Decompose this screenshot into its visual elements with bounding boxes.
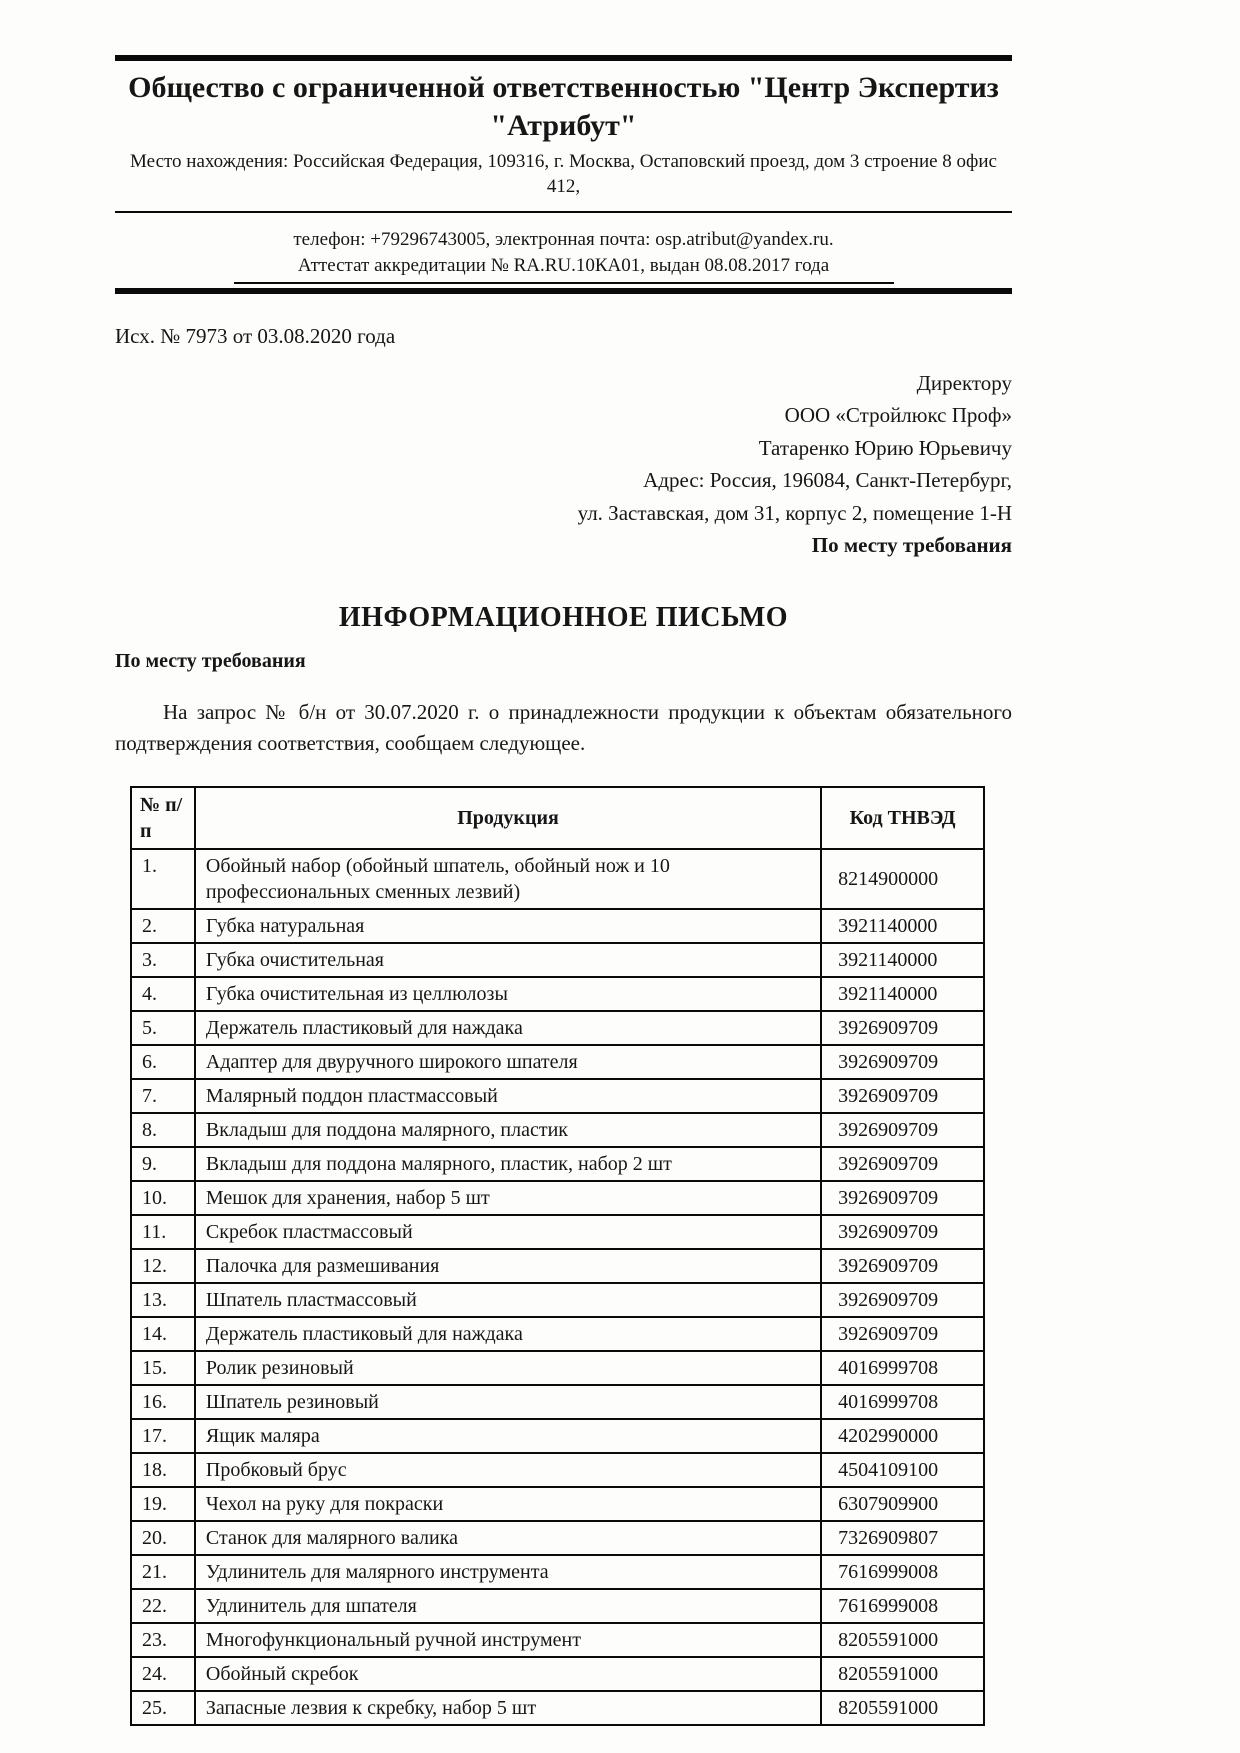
cell-num: 2. (131, 909, 195, 943)
cell-product: Пробковый брус (195, 1453, 821, 1487)
table-row (131, 1249, 984, 1283)
cell-num: 9. (131, 1147, 195, 1181)
cell-code: 4202990000 (821, 1419, 984, 1453)
table-row (131, 1555, 984, 1589)
cell-code: 8205591000 (821, 1657, 984, 1691)
table-row (131, 909, 984, 943)
cell-num: 22. (131, 1589, 195, 1623)
cell-product: Вкладыш для поддона малярного, пластик (195, 1113, 821, 1147)
cell-product: Ящик маляра (195, 1419, 821, 1453)
cell-product: Многофункциональный ручной инструмент (195, 1623, 821, 1657)
table-row (131, 1691, 984, 1725)
recipient-line: Адрес: Россия, 196084, Санкт-Петербург, (643, 468, 1012, 493)
cell-product: Губка очистительная из целлюлозы (195, 977, 821, 1011)
cell-code: 7616999008 (821, 1555, 984, 1589)
table-row (131, 1215, 984, 1249)
table-row (131, 1487, 984, 1521)
cell-product: Ролик резиновый (195, 1351, 821, 1385)
product-table-body (131, 849, 984, 1725)
cell-product: Шпатель пластмассовый (195, 1283, 821, 1317)
cell-num: 7. (131, 1079, 195, 1113)
outgoing-reference: Исх. № 7973 от 03.08.2020 года (115, 323, 396, 348)
cell-num: 4. (131, 977, 195, 1011)
cell-code: 3921140000 (821, 943, 984, 977)
cell-num: 13. (131, 1283, 195, 1317)
location-divider-rule (115, 211, 1012, 213)
top-rule (115, 55, 1012, 61)
product-table-header (131, 787, 984, 849)
table-row (131, 1623, 984, 1657)
cell-code: 7326909807 (821, 1521, 984, 1555)
cell-product: Обойный скребок (195, 1657, 821, 1691)
table-row (131, 1589, 984, 1623)
cell-num: 3. (131, 943, 195, 977)
recipient-line: Директору (916, 370, 1012, 395)
cell-product: Удлинитель для малярного инструмента (195, 1555, 821, 1589)
org-location: Место нахождения: Российская Федерация, 109316, г. Москва, Остаповский проезд, дом 3 строение 8 офис 412, (130, 151, 997, 197)
table-header-row (131, 787, 984, 849)
letterhead-bottom-rule (115, 288, 1012, 294)
org-accreditation: Аттестат аккредитации № RA.RU.10КА01, выдан 08.08.2017 года (297, 255, 830, 277)
cell-code: 3926909709 (821, 1317, 984, 1351)
table-row (131, 1385, 984, 1419)
recipient-block (115, 367, 1012, 562)
cell-product: Палочка для размешивания (195, 1249, 821, 1283)
org-title: Общество с ограниченной ответственностью "Центр Экспертиз "Атрибут" (128, 71, 999, 142)
table-row (131, 1113, 984, 1147)
cell-code: 3926909709 (821, 1079, 984, 1113)
cell-num: 18. (131, 1453, 195, 1487)
recipient-delivery-note: По месту требования (811, 533, 1012, 558)
cell-product: Губка натуральная (195, 909, 821, 943)
table-row (131, 849, 984, 909)
table-row (131, 1045, 984, 1079)
recipient-line: ул. Заставская, дом 31, корпус 2, помещение 1-Н (577, 500, 1012, 525)
cell-num: 1. (131, 849, 195, 909)
cell-product: Держатель пластиковый для наждака (195, 1011, 821, 1045)
product-table (130, 786, 985, 1726)
header-cell-code: Код ТНВЭД (821, 787, 984, 849)
table-row (131, 1011, 984, 1045)
org-contacts: телефон: +79296743005, электронная почта: osp.atribut@yandex.ru. (293, 229, 834, 251)
cell-code: 3926909709 (821, 1249, 984, 1283)
header-cell-product: Продукция (195, 787, 821, 849)
cell-code: 7616999008 (821, 1589, 984, 1623)
cell-code: 8214900000 (821, 849, 984, 909)
cell-code: 4504109100 (821, 1453, 984, 1487)
cell-num: 11. (131, 1215, 195, 1249)
cell-product: Обойный набор (обойный шпатель, обойный нож и 10 профессиональных сменных лезвий) (195, 849, 821, 909)
recipient-line: ООО «Стройлюкс Проф» (784, 403, 1012, 428)
cell-product: Держатель пластиковый для наждака (195, 1317, 821, 1351)
letter-title: ИНФОРМАЦИОННОЕ ПИСЬМО (338, 601, 789, 633)
cell-num: 5. (131, 1011, 195, 1045)
cell-product: Губка очистительная (195, 943, 821, 977)
accreditation-underline-rule (234, 282, 894, 284)
cell-num: 24. (131, 1657, 195, 1691)
cell-product: Удлинитель для шпателя (195, 1589, 821, 1623)
table-row (131, 1419, 984, 1453)
cell-num: 6. (131, 1045, 195, 1079)
cell-num: 10. (131, 1181, 195, 1215)
cell-num: 14. (131, 1317, 195, 1351)
cell-num: 19. (131, 1487, 195, 1521)
cell-code: 3926909709 (821, 1283, 984, 1317)
cell-code: 3926909709 (821, 1011, 984, 1045)
recipient-line: Татаренко Юрию Юрьевичу (758, 435, 1012, 460)
cell-code: 3921140000 (821, 977, 984, 1011)
cell-code: 3926909709 (821, 1147, 984, 1181)
table-row (131, 1283, 984, 1317)
table-row (131, 1351, 984, 1385)
cell-product: Шпатель резиновый (195, 1385, 821, 1419)
cell-num: 20. (131, 1521, 195, 1555)
cell-num: 8. (131, 1113, 195, 1147)
cell-code: 3926909709 (821, 1113, 984, 1147)
letter-body-paragraph: На запрос № б/н от 30.07.2020 г. о принадлежности продукции к объектам обязательного подтверждения соответствия, сообщаем следующее. (115, 699, 1012, 756)
table-row (131, 1521, 984, 1555)
cell-num: 12. (131, 1249, 195, 1283)
cell-product: Станок для малярного валика (195, 1521, 821, 1555)
cell-num: 21. (131, 1555, 195, 1589)
cell-num: 25. (131, 1691, 195, 1725)
cell-product: Скребок пластмассовый (195, 1215, 821, 1249)
letter-addressee-note: По месту требования (115, 649, 306, 672)
table-row (131, 977, 984, 1011)
cell-code: 3926909709 (821, 1215, 984, 1249)
cell-code: 3921140000 (821, 909, 984, 943)
cell-code: 4016999708 (821, 1351, 984, 1385)
cell-num: 16. (131, 1385, 195, 1419)
cell-code: 6307909900 (821, 1487, 984, 1521)
cell-code: 4016999708 (821, 1385, 984, 1419)
table-row (131, 1657, 984, 1691)
cell-product: Мешок для хранения, набор 5 шт (195, 1181, 821, 1215)
table-row (131, 1453, 984, 1487)
cell-product: Адаптер для двуручного широкого шпателя (195, 1045, 821, 1079)
table-row (131, 943, 984, 977)
cell-product: Чехол на руку для покраски (195, 1487, 821, 1521)
cell-num: 17. (131, 1419, 195, 1453)
cell-product: Малярный поддон пластмассовый (195, 1079, 821, 1113)
cell-product: Запасные лезвия к скребку, набор 5 шт (195, 1691, 821, 1725)
table-row (131, 1079, 984, 1113)
cell-code: 8205591000 (821, 1623, 984, 1657)
table-row (131, 1147, 984, 1181)
cell-code: 8205591000 (821, 1691, 984, 1725)
letterhead (115, 55, 1012, 294)
cell-num: 15. (131, 1351, 195, 1385)
cell-code: 3926909709 (821, 1045, 984, 1079)
table-row (131, 1181, 984, 1215)
cell-num: 23. (131, 1623, 195, 1657)
cell-product: Вкладыш для поддона малярного, пластик, набор 2 шт (195, 1147, 821, 1181)
table-row (131, 1317, 984, 1351)
cell-code: 3926909709 (821, 1181, 984, 1215)
header-cell-num: № п/п (131, 787, 195, 849)
